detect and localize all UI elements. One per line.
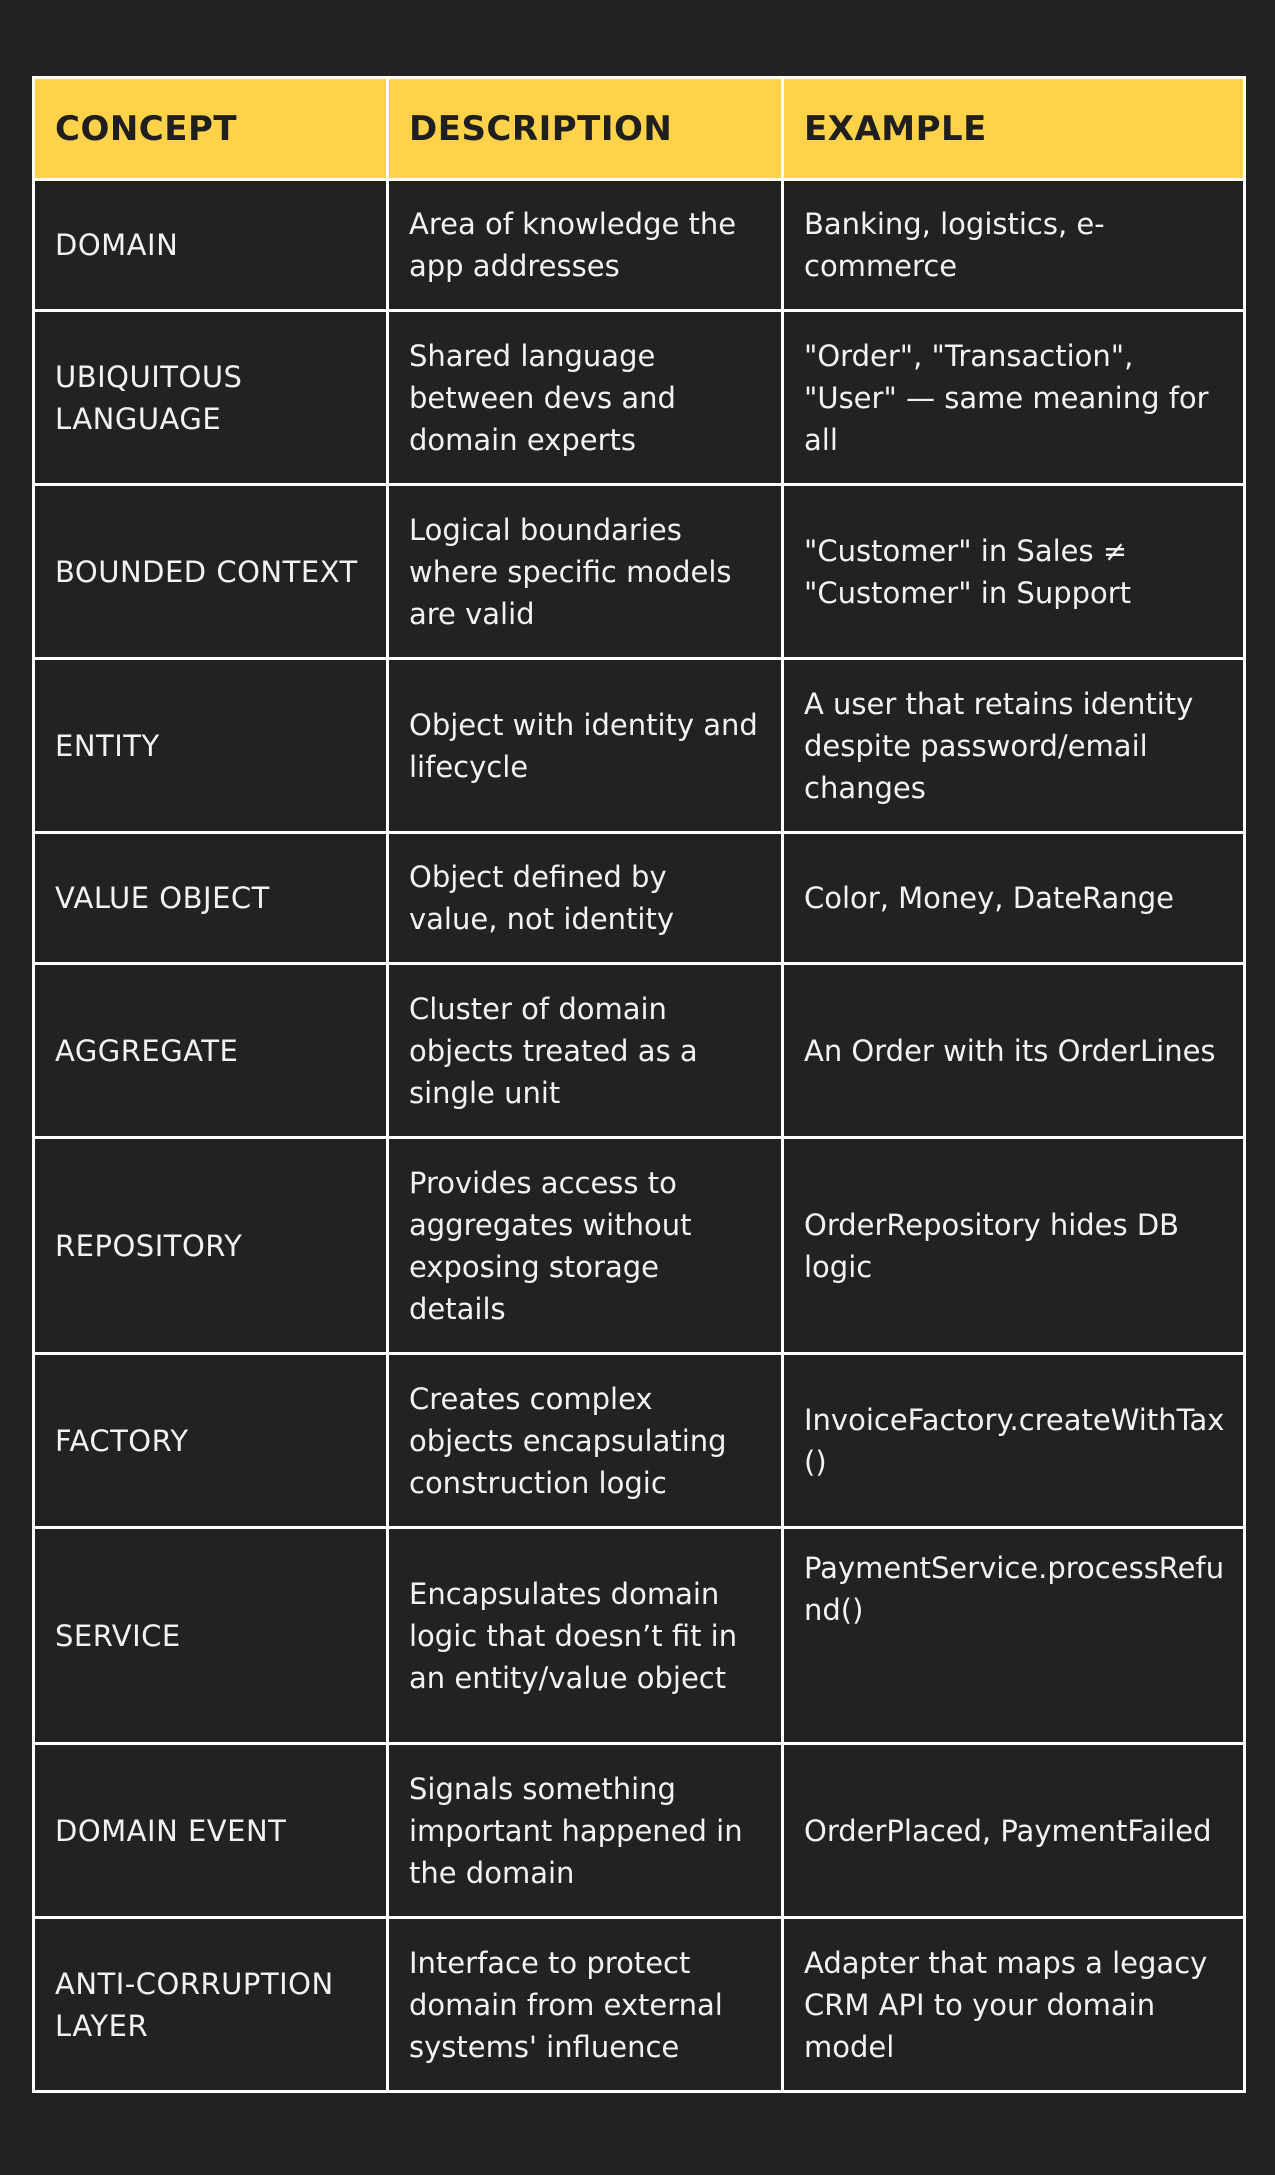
description-cell: Logical boundaries where specific models are valid	[388, 485, 783, 659]
example-cell: Adapter that maps a legacy CRM API to your domain model	[783, 1918, 1245, 2092]
description-cell: Signals something important happened in the domain	[388, 1744, 783, 1918]
table-row	[34, 180, 1245, 311]
example-cell: An Order with its OrderLines	[783, 964, 1245, 1138]
header-description: DESCRIPTION	[388, 78, 783, 180]
description-cell: Area of knowledge the app addresses	[388, 180, 783, 311]
table-row	[34, 833, 1245, 964]
concept-cell: DOMAIN	[34, 180, 388, 311]
concept-cell: ANTI-CORRUPTION LAYER	[34, 1918, 388, 2092]
ddd-concepts-table	[32, 76, 1246, 2093]
table-row	[34, 311, 1245, 485]
table-row	[34, 659, 1245, 833]
example-cell: OrderRepository hides DB logic	[783, 1138, 1245, 1354]
concept-cell: VALUE OBJECT	[34, 833, 388, 964]
example-cell: "Customer" in Sales ≠ "Customer" in Support	[783, 485, 1245, 659]
ddd-concepts-table-container	[32, 76, 1243, 2093]
example-cell: OrderPlaced, PaymentFailed	[783, 1744, 1245, 1918]
concept-cell: ENTITY	[34, 659, 388, 833]
header-concept: CONCEPT	[34, 78, 388, 180]
table-header	[34, 78, 1245, 180]
concept-cell: SERVICE	[34, 1528, 388, 1744]
description-cell: Provides access to aggregates without exposing storage details	[388, 1138, 783, 1354]
table-row	[34, 1744, 1245, 1918]
concept-cell: BOUNDED CONTEXT	[34, 485, 388, 659]
example-cell: InvoiceFactory.createWithTax()	[783, 1354, 1245, 1528]
table-row	[34, 1528, 1245, 1744]
example-cell: "Order", "Transaction", "User" — same meaning for all	[783, 311, 1245, 485]
concept-cell: FACTORY	[34, 1354, 388, 1528]
description-cell: Cluster of domain objects treated as a single unit	[388, 964, 783, 1138]
table-row	[34, 1918, 1245, 2092]
example-cell: Banking, logistics, e-commerce	[783, 180, 1245, 311]
table-row	[34, 964, 1245, 1138]
concept-cell: AGGREGATE	[34, 964, 388, 1138]
concept-cell: UBIQUITOUS LANGUAGE	[34, 311, 388, 485]
description-cell: Object defined by value, not identity	[388, 833, 783, 964]
example-cell: A user that retains identity despite password/email changes	[783, 659, 1245, 833]
header-example: EXAMPLE	[783, 78, 1245, 180]
table-row	[34, 1354, 1245, 1528]
example-cell: Color, Money, DateRange	[783, 833, 1245, 964]
table-row	[34, 1138, 1245, 1354]
description-cell: Encapsulates domain logic that doesn’t fit in an entity/value object	[388, 1528, 783, 1744]
table-body	[34, 180, 1245, 2092]
example-cell: PaymentService.processRefund()	[783, 1528, 1245, 1744]
table-row	[34, 485, 1245, 659]
description-cell: Creates complex objects encapsulating construction logic	[388, 1354, 783, 1528]
concept-cell: DOMAIN EVENT	[34, 1744, 388, 1918]
description-cell: Interface to protect domain from external systems' influence	[388, 1918, 783, 2092]
concept-cell: REPOSITORY	[34, 1138, 388, 1354]
header-row	[34, 78, 1245, 180]
description-cell: Shared language between devs and domain experts	[388, 311, 783, 485]
description-cell: Object with identity and lifecycle	[388, 659, 783, 833]
